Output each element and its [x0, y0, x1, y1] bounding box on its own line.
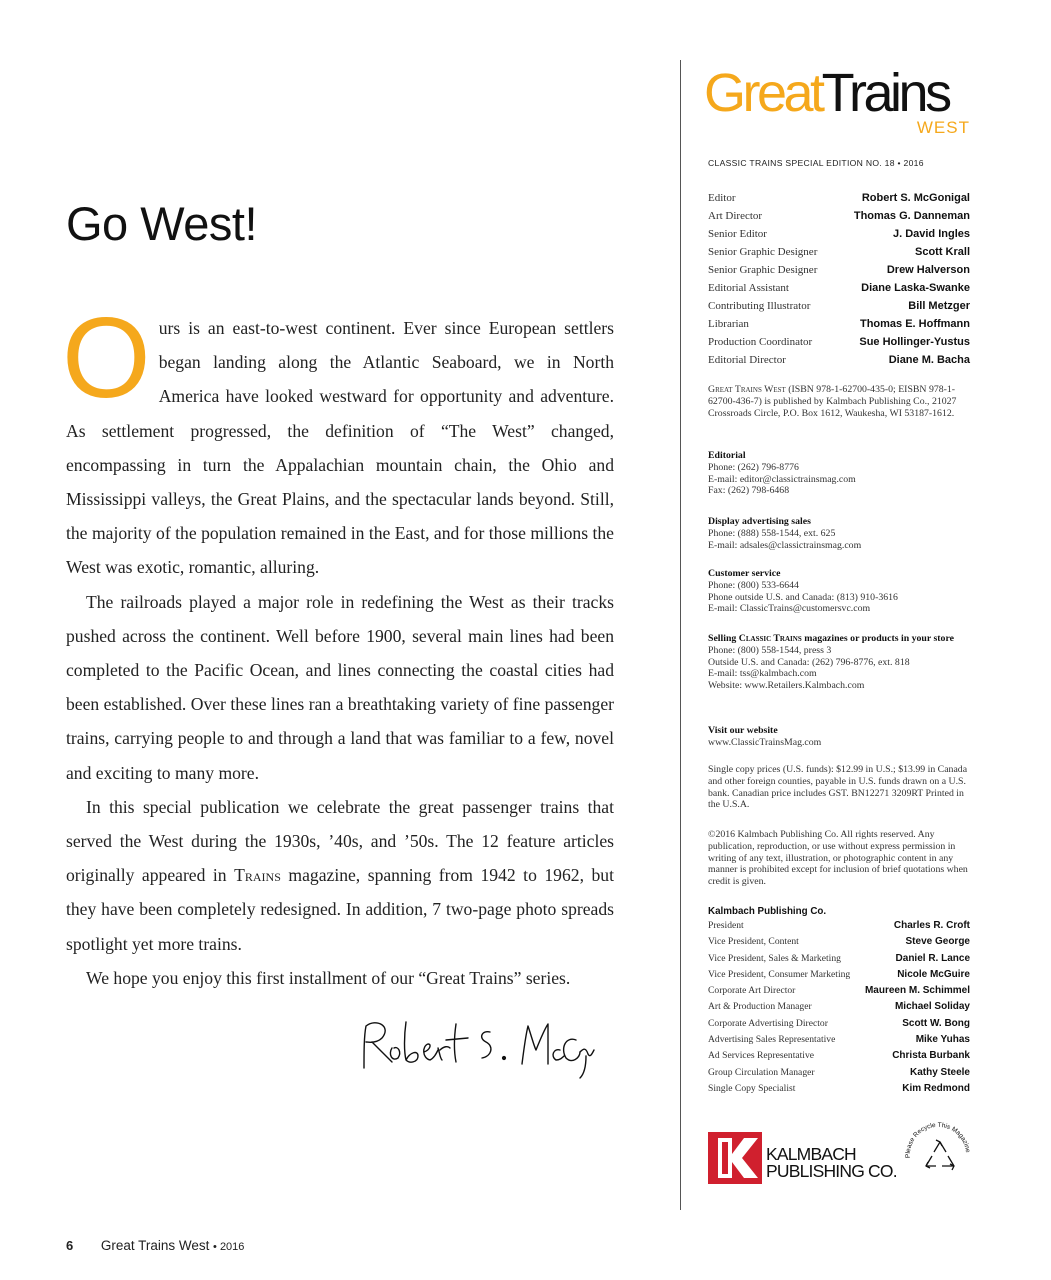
staff-row: Contributing Illustrator Bill Metzger	[708, 300, 970, 312]
officer-row: Single Copy Specialist Kim Redmond	[708, 1082, 970, 1094]
officer-row: President Charles R. Croft	[708, 920, 970, 931]
officer-row: Corporate Advertising Director Scott W. Bong	[708, 1017, 970, 1029]
staff-row: Senior Editor J. David Ingles	[708, 228, 970, 240]
staff-row: Editorial Director Diane M. Bacha	[708, 354, 970, 366]
display-ads-contact: Display advertising sales Phone: (888) 558-1544, ext. 625 E-mail: adsales@classictrainsmag.com	[708, 516, 862, 551]
paragraph-2: The railroads played a major role in redefining the West as their tracks pushed across the continent. Well before 1900, several main lines had been completed to the Pacific Ocean, and lines connecting the coastal cities had been established. Over these lines ran a breathtaking variety of fine passenger trains, carrying people to and through a land that was familiar to a few, novel and exciting to many more.	[66, 591, 614, 783]
copyright-notice: ©2016 Kalmbach Publishing Co. All rights reserved. Any publication, reproduction, or use without express permission in writing of any text, illustration, or photographic content in any manner is prohibited except for inclusion of brief quotations when credit is given.	[708, 829, 968, 888]
staff-row: Production Coordinator Sue Hollinger-Yustus	[708, 336, 970, 348]
officer-row: Group Circulation Manager Kathy Steele	[708, 1066, 970, 1078]
publication-name: Great Trains West	[100, 1238, 210, 1253]
officer-row: Advertising Sales Representative Mike Yuhas	[708, 1034, 970, 1046]
staff-row: Editor Robert S. McGonigal	[708, 192, 970, 204]
officer-row: Vice President, Content Steve George	[708, 936, 970, 948]
kalmbach-k-icon	[708, 1132, 762, 1184]
recycle-icon	[900, 1118, 974, 1192]
price-info: Single copy prices (U.S. funds): $12.99 in U.S.; $13.99 in Canada and other foreign counties, payable in U.S. funds drawn on a U.S. bank. Canadian price includes GST. BN12271 3209RT Printed in the U.S.A.	[708, 764, 968, 811]
recycle-label: Please Recycle This Magazine	[904, 1121, 972, 1159]
officer-row: Vice President, Consumer Marketing Nicole McGuire	[708, 968, 970, 980]
kalmbach-wordmark: KALMBACH PUBLISHING CO.	[766, 1144, 897, 1181]
editorial-text	[62, 295, 614, 995]
officer-row: Art & Production Manager Michael Soliday	[708, 1001, 970, 1013]
page-number: 6	[66, 1238, 74, 1253]
kalmbach-logo	[708, 1132, 908, 1184]
magazine-name: Trains	[234, 865, 281, 886]
website-info: Visit our website www.ClassicTrainsMag.com	[708, 725, 822, 748]
edition-label: CLASSIC TRAINS SPECIAL EDITION NO. 18 • 2016	[708, 158, 924, 168]
officer-row: Vice President, Sales & Marketing Daniel R. Lance	[708, 952, 970, 964]
staff-list	[708, 192, 970, 372]
customer-service-contact: Customer service Phone: (800) 533-6644 Phone outside U.S. and Canada: (813) 910-3616 E-mail: ClassicTrains@customersvc.com	[708, 568, 898, 615]
staff-row: Art Director Thomas G. Danneman	[708, 210, 970, 222]
editorial-contact: Editorial Phone: (262) 796-8776 E-mail: editor@classictrainsmag.com Fax: (262) 798-6468	[708, 450, 856, 497]
editor-signature	[358, 1012, 598, 1080]
paragraph-4: We hope you enjoy this first installment of our “Great Trains” series.	[86, 967, 571, 988]
staff-row: Editorial Assistant Diane Laska-Swanke	[708, 282, 970, 294]
staff-row: Senior Graphic Designer Drew Halverson	[708, 264, 970, 276]
column-divider	[680, 60, 681, 1210]
retail-contact: Selling Classic Trains magazines or products in your store Phone: (800) 558-1544, press 3 Outside U.S. and Canada: (262) 796-8776, ext. 818 E-mail: tss@kalmbach.com Website: www.Retailers.Kalmbach.com	[708, 633, 954, 692]
corporate-officers: Kalmbach Publishing Co. President Charles R. Croft Vice President, Content Steve George Vice President, Sales & Marketing Daniel R. Lance Vice President, Consumer Marketing Nicole McGuire Corporate Art Director Maureen M. Schimmel Art & Production Manager Michael Soliday Corporate Advertising Director Scott W. Bong Advertising Sales Representative Mike Yuhas Ad Services Representative Christa Burbank Group Circulation Manager Kathy Steele Single Copy Specialist Kim Redmond	[708, 906, 970, 1099]
publisher-note: Great Trains West (ISBN 978-1-62700-435-0; EISBN 978-1-62700-436-7) is published by Kalmbach Publishing Co., 21027 Crossroads Circle, P.O. Box 1612, Waukesha, WI 53187-1612.	[708, 384, 957, 419]
paragraph-3: In this special publication we celebrate the great passenger trains that served the West during the 1930s, ’40s, and ’50s. The 12 feature articles originally appeared in Trains magazine, spanning from 1942 to 1962, but they have been completely redesigned. In addition, 7 two-page photo spreads spotlight yet more trains.	[66, 796, 614, 954]
officer-row: Ad Services Representative Christa Burbank	[708, 1050, 970, 1062]
staff-row: Senior Graphic Designer Scott Krall	[708, 246, 970, 258]
drop-cap: O	[62, 295, 151, 422]
officer-row: Corporate Art Director Maureen M. Schimmel	[708, 985, 970, 997]
page-title: Go West!	[66, 197, 258, 250]
great-trains-west-logo: GreatTrains WEST	[704, 63, 970, 137]
staff-row: Librarian Thomas E. Hoffmann	[708, 318, 970, 330]
paragraph-1: Ours is an east-to-west continent. Ever since European settlers began landing along the Atlantic Seaboard, we in North America have looked westward for opportunity and adventure. As settlement progressed, the definition of “The West” changed, encompassing in turn the Appalachian mountain chain, the Ohio and Mississippi valleys, the Great Plains, and the spectacular lands beyond. Still, the majority of the population remained in the East, and for those millions the West was exotic, romantic, alluring.	[62, 295, 614, 578]
page-footer	[66, 1238, 244, 1253]
publication-year: • 2016	[213, 1241, 245, 1253]
